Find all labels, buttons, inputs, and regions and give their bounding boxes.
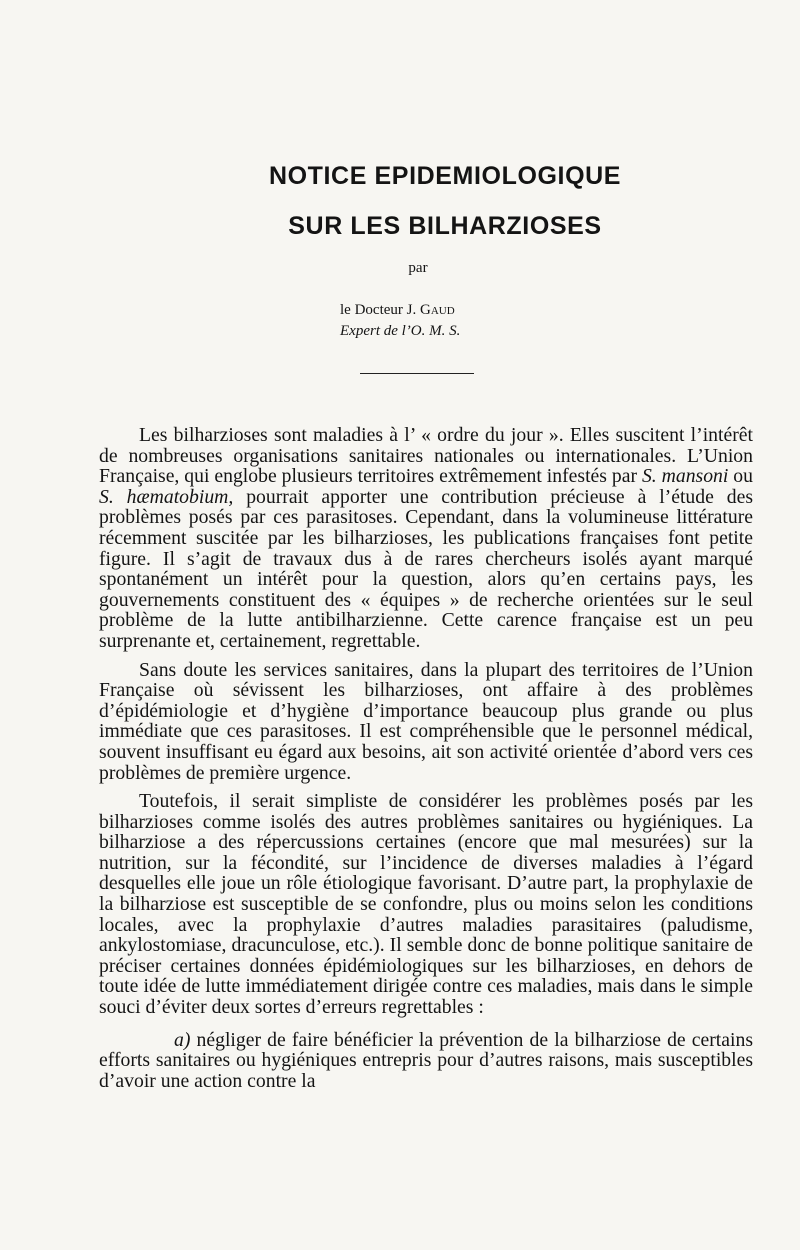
p1-text-b: ou (728, 465, 753, 488)
author-affiliation: Expert de l’O. M. S. (340, 323, 461, 339)
paragraph-3: Toutefois, il serait simpliste de considérer les problèmes posés par les bilharzioses comme isolés des autres problèmes sanitaires ou hygiéniques. La bilharziose a des répercussions certaines (encore que mal mesurées) sur la nutrition, sur la fécondité, sur l’incidence de diverses maladies à l’égard desquelles elle joue un rôle étiologique favorisant. D’autre part, la prophylaxie de la bilharziose est susceptible de se confondre, plus ou moins selon les conditions locales, avec la prophylaxie d’autres maladies parasitaires (paludisme, ankylostomiase, dracunculose, etc.). Il semble donc de bonne politique sanitaire de préciser certaines données épidémiologiques sur les bilharzioses, en dehors de toute idée de lutte immédiatement dirigée contre ces maladies, mais dans le simple souci d’éviter deux sortes d’erreurs regrettables : (99, 790, 753, 1019)
title-line-1: NOTICE EPIDEMIOLOGIQUE (268, 162, 622, 190)
item-a-label: a) (174, 1028, 191, 1051)
author-name: Gaud (419, 302, 455, 318)
author-block (340, 300, 460, 342)
title-line-2: SUR LES BILHARZIOSES (288, 212, 602, 240)
paragraph-2: Sans doute les services sanitaires, dans la plupart des territoires de l’Union Française où sévissent les bilharzioses, ont affaire à des problèmes d’épidémiologie et d’hygiène d’importance beaucoup plus grande ou plus immédiate que ces parasitoses. Il est compréhensible que le personnel médical, souvent insuffisant eu égard aux besoins, ait son activité orientée d’abord vers ces problèmes de première urgence. (99, 658, 753, 784)
list-item-a (99, 1030, 753, 1092)
author-prefix: le Docteur J. (340, 302, 420, 318)
separator-rule (360, 373, 474, 374)
article-body (99, 425, 753, 1099)
item-a-text: négliger de faire bénéficier la prévention de la bilharziose de certains efforts sanitaires ou hygiéniques entrepris pour d’autres raisons, mais susceptibles d’avoir une action contre la (99, 1028, 753, 1092)
species-mansoni: S. mansoni (641, 465, 729, 488)
paragraph-1 (99, 425, 753, 652)
p1-text-c: pourrait apporter une contribution précieuse à l’étude des problèmes posés par ces parasitoses. Cependant, dans la volumineuse littérature récemment suscitée par les bilharzioses, les publications françaises font petite figure. Il s’agit de travaux dus à de rares chercheurs isolés ayant marqué spontanément un intérêt pour la question, alors qu’en certains pays, les gouvernements constituent des « équipes » de recherche orientées sur le seul problème de la lutte antibilharzienne. Cette carence française est un peu surprenante et, certainement, regrettable. (99, 485, 753, 652)
byline-par: par (408, 260, 428, 276)
p1-text-a: Les bilharzioses sont maladies à l’ « ordre du jour ». Elles suscitent l’intérêt de nombreuses organisations sanitaires nationales ou internationales. L’Union Française, qui englobe plusieurs territoires extrêmement infestés par (99, 424, 753, 488)
species-haematobium: S. hæmatobium, (99, 485, 234, 508)
